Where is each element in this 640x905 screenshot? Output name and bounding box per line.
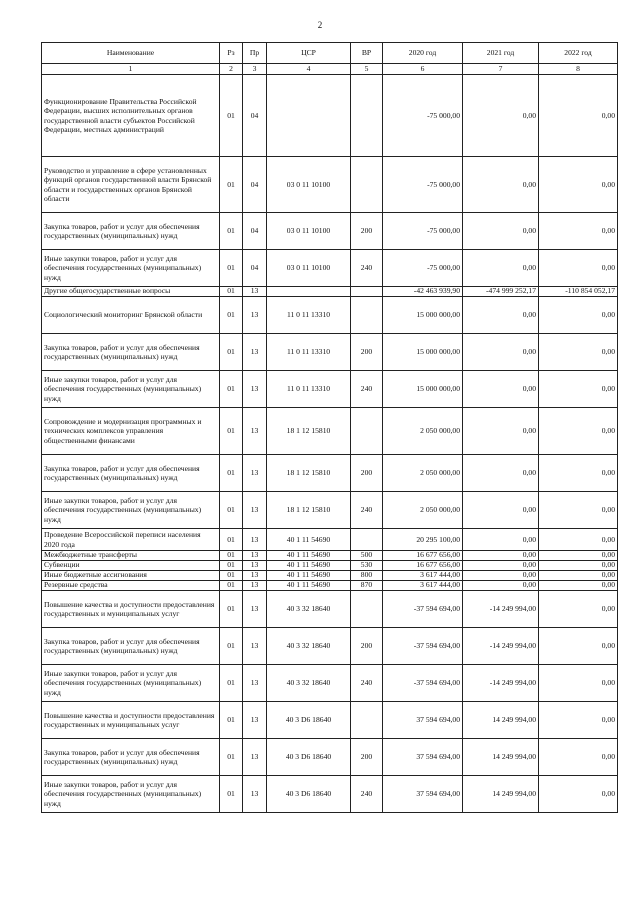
row-csr: 40 1 11 54690 bbox=[267, 551, 351, 561]
row-csr: 40 3 D6 18640 bbox=[267, 702, 351, 739]
row-vr bbox=[351, 287, 383, 297]
row-pr: 13 bbox=[243, 492, 267, 529]
row-2022: 0,00 bbox=[539, 334, 618, 371]
row-2021: 0,00 bbox=[463, 250, 539, 287]
row-rz: 01 bbox=[220, 157, 243, 213]
table-row bbox=[42, 492, 618, 529]
row-csr: 40 3 32 18640 bbox=[267, 665, 351, 702]
table-row bbox=[42, 157, 618, 213]
row-rz: 01 bbox=[220, 561, 243, 571]
row-2020: 37 594 694,00 bbox=[383, 702, 463, 739]
row-name: Иные закупки товаров, работ и услуг для обеспечения государственных (муниципальных) нужд bbox=[42, 371, 220, 408]
row-name: Руководство и управление в сфере установленных функций органов государственной власти Брянской области и государственных органов Брянской области bbox=[42, 157, 220, 213]
header-row bbox=[42, 43, 618, 64]
column-number: 1 bbox=[42, 64, 220, 75]
row-2020: -75 000,00 bbox=[383, 250, 463, 287]
table-row bbox=[42, 571, 618, 581]
row-2022: 0,00 bbox=[539, 371, 618, 408]
row-csr: 18 1 12 15810 bbox=[267, 408, 351, 455]
row-2021: 0,00 bbox=[463, 529, 539, 551]
row-2021: 0,00 bbox=[463, 371, 539, 408]
row-csr: 03 0 11 10100 bbox=[267, 157, 351, 213]
row-name: Повышение качества и доступности предоставления государственных и муниципальных услуг bbox=[42, 702, 220, 739]
row-name: Повышение качества и доступности предоставления государственных и муниципальных услуг bbox=[42, 591, 220, 628]
column-number-row bbox=[42, 64, 618, 75]
row-2022: 0,00 bbox=[539, 455, 618, 492]
row-name: Закупка товаров, работ и услуг для обеспечения государственных (муниципальных) нужд bbox=[42, 334, 220, 371]
row-name: Закупка товаров, работ и услуг для обеспечения государственных (муниципальных) нужд bbox=[42, 739, 220, 776]
row-rz: 01 bbox=[220, 591, 243, 628]
row-2020: -42 463 939,90 bbox=[383, 287, 463, 297]
row-name: Социологический мониторинг Брянской области bbox=[42, 297, 220, 334]
row-2021: 0,00 bbox=[463, 492, 539, 529]
row-2020: -37 594 694,00 bbox=[383, 628, 463, 665]
row-pr: 13 bbox=[243, 529, 267, 551]
row-name: Закупка товаров, работ и услуг для обеспечения государственных (муниципальных) нужд bbox=[42, 628, 220, 665]
row-name: Иные бюджетные ассигнования bbox=[42, 571, 220, 581]
row-vr bbox=[351, 591, 383, 628]
row-pr: 13 bbox=[243, 408, 267, 455]
row-2020: -75 000,00 bbox=[383, 75, 463, 157]
row-name: Другие общегосударственные вопросы bbox=[42, 287, 220, 297]
row-name: Резервные средства bbox=[42, 581, 220, 591]
row-pr: 04 bbox=[243, 213, 267, 250]
row-rz: 01 bbox=[220, 213, 243, 250]
header-rz: Рз bbox=[220, 43, 243, 64]
row-vr: 240 bbox=[351, 776, 383, 813]
header-2022: 2022 год bbox=[539, 43, 618, 64]
row-vr: 800 bbox=[351, 571, 383, 581]
table-row bbox=[42, 371, 618, 408]
table-row bbox=[42, 75, 618, 157]
page-number: 2 bbox=[317, 20, 323, 30]
table-row bbox=[42, 408, 618, 455]
row-2021: -14 249 994,00 bbox=[463, 628, 539, 665]
row-rz: 01 bbox=[220, 492, 243, 529]
row-rz: 01 bbox=[220, 571, 243, 581]
row-csr: 11 0 11 13310 bbox=[267, 371, 351, 408]
row-vr: 200 bbox=[351, 455, 383, 492]
row-pr: 13 bbox=[243, 628, 267, 665]
row-2021: 14 249 994,00 bbox=[463, 702, 539, 739]
row-pr: 13 bbox=[243, 739, 267, 776]
row-2021: 14 249 994,00 bbox=[463, 776, 539, 813]
row-2021: -14 249 994,00 bbox=[463, 591, 539, 628]
row-2022: 0,00 bbox=[539, 581, 618, 591]
row-2022: -110 854 052,17 bbox=[539, 287, 618, 297]
row-2021: 14 249 994,00 bbox=[463, 739, 539, 776]
row-rz: 01 bbox=[220, 551, 243, 561]
row-2020: -37 594 694,00 bbox=[383, 591, 463, 628]
row-vr: 240 bbox=[351, 250, 383, 287]
row-name: Иные закупки товаров, работ и услуг для обеспечения государственных (муниципальных) нужд bbox=[42, 492, 220, 529]
column-number: 8 bbox=[539, 64, 618, 75]
row-2021: 0,00 bbox=[463, 334, 539, 371]
row-rz: 01 bbox=[220, 665, 243, 702]
row-pr: 13 bbox=[243, 776, 267, 813]
row-rz: 01 bbox=[220, 287, 243, 297]
row-name: Иные закупки товаров, работ и услуг для обеспечения государственных (муниципальных) нужд bbox=[42, 665, 220, 702]
header-csr: ЦСР bbox=[267, 43, 351, 64]
row-pr: 13 bbox=[243, 665, 267, 702]
header-vr: ВР bbox=[351, 43, 383, 64]
row-2022: 0,00 bbox=[539, 529, 618, 551]
row-2020: 37 594 694,00 bbox=[383, 739, 463, 776]
row-pr: 13 bbox=[243, 702, 267, 739]
row-rz: 01 bbox=[220, 455, 243, 492]
row-pr: 13 bbox=[243, 455, 267, 492]
row-2021: -474 999 252,17 bbox=[463, 287, 539, 297]
row-csr: 40 1 11 54690 bbox=[267, 561, 351, 571]
row-csr: 18 1 12 15810 bbox=[267, 492, 351, 529]
row-2022: 0,00 bbox=[539, 297, 618, 334]
row-2020: 15 000 000,00 bbox=[383, 297, 463, 334]
table-row bbox=[42, 529, 618, 551]
column-number: 4 bbox=[267, 64, 351, 75]
row-pr: 04 bbox=[243, 75, 267, 157]
row-pr: 13 bbox=[243, 334, 267, 371]
table-row bbox=[42, 665, 618, 702]
row-name: Иные закупки товаров, работ и услуг для обеспечения государственных (муниципальных) нужд bbox=[42, 250, 220, 287]
table-row bbox=[42, 776, 618, 813]
row-vr: 530 bbox=[351, 561, 383, 571]
row-name: Межбюджетные трансферты bbox=[42, 551, 220, 561]
row-csr: 40 1 11 54690 bbox=[267, 581, 351, 591]
row-csr: 40 3 32 18640 bbox=[267, 628, 351, 665]
row-csr: 11 0 11 13310 bbox=[267, 297, 351, 334]
row-2021: 0,00 bbox=[463, 297, 539, 334]
row-vr: 240 bbox=[351, 371, 383, 408]
table-row bbox=[42, 739, 618, 776]
row-vr: 200 bbox=[351, 213, 383, 250]
table-row bbox=[42, 591, 618, 628]
table-row bbox=[42, 628, 618, 665]
row-2020: -37 594 694,00 bbox=[383, 665, 463, 702]
row-csr: 18 1 12 15810 bbox=[267, 455, 351, 492]
row-2022: 0,00 bbox=[539, 739, 618, 776]
row-2021: 0,00 bbox=[463, 75, 539, 157]
row-2022: 0,00 bbox=[539, 250, 618, 287]
table-row bbox=[42, 297, 618, 334]
row-name: Проведение Всероссийской переписи населения 2020 года bbox=[42, 529, 220, 551]
row-2021: 0,00 bbox=[463, 408, 539, 455]
row-2020: -75 000,00 bbox=[383, 213, 463, 250]
table-row bbox=[42, 702, 618, 739]
row-2022: 0,00 bbox=[539, 75, 618, 157]
row-csr: 40 1 11 54690 bbox=[267, 529, 351, 551]
header-2020: 2020 год bbox=[383, 43, 463, 64]
row-vr: 240 bbox=[351, 665, 383, 702]
row-vr: 500 bbox=[351, 551, 383, 561]
row-vr: 870 bbox=[351, 581, 383, 591]
table-row bbox=[42, 551, 618, 561]
column-number: 6 bbox=[383, 64, 463, 75]
row-2022: 0,00 bbox=[539, 561, 618, 571]
header-name: Наименование bbox=[42, 43, 220, 64]
row-rz: 01 bbox=[220, 776, 243, 813]
row-pr: 13 bbox=[243, 551, 267, 561]
row-2020: 3 617 444,00 bbox=[383, 581, 463, 591]
header-pr: Пр bbox=[243, 43, 267, 64]
row-csr: 40 3 D6 18640 bbox=[267, 739, 351, 776]
row-name: Закупка товаров, работ и услуг для обеспечения государственных (муниципальных) нужд bbox=[42, 213, 220, 250]
table-row bbox=[42, 581, 618, 591]
row-2020: 3 617 444,00 bbox=[383, 571, 463, 581]
row-pr: 04 bbox=[243, 250, 267, 287]
row-name: Закупка товаров, работ и услуг для обеспечения государственных (муниципальных) нужд bbox=[42, 455, 220, 492]
row-pr: 04 bbox=[243, 157, 267, 213]
row-2022: 0,00 bbox=[539, 665, 618, 702]
row-2022: 0,00 bbox=[539, 157, 618, 213]
row-pr: 13 bbox=[243, 561, 267, 571]
row-vr bbox=[351, 75, 383, 157]
row-vr bbox=[351, 297, 383, 334]
row-pr: 13 bbox=[243, 571, 267, 581]
row-csr: 40 1 11 54690 bbox=[267, 571, 351, 581]
row-2021: -14 249 994,00 bbox=[463, 665, 539, 702]
table-row bbox=[42, 250, 618, 287]
row-2022: 0,00 bbox=[539, 492, 618, 529]
row-2020: 20 295 100,00 bbox=[383, 529, 463, 551]
row-csr: 03 0 11 10100 bbox=[267, 213, 351, 250]
row-2021: 0,00 bbox=[463, 157, 539, 213]
row-pr: 13 bbox=[243, 287, 267, 297]
row-rz: 01 bbox=[220, 529, 243, 551]
row-vr bbox=[351, 529, 383, 551]
row-vr: 200 bbox=[351, 739, 383, 776]
row-csr: 40 3 32 18640 bbox=[267, 591, 351, 628]
row-csr: 11 0 11 13310 bbox=[267, 334, 351, 371]
row-2021: 0,00 bbox=[463, 551, 539, 561]
row-2020: -75 000,00 bbox=[383, 157, 463, 213]
row-2020: 2 050 000,00 bbox=[383, 492, 463, 529]
row-2022: 0,00 bbox=[539, 551, 618, 561]
row-rz: 01 bbox=[220, 581, 243, 591]
table-row bbox=[42, 287, 618, 297]
row-2020: 37 594 694,00 bbox=[383, 776, 463, 813]
table-row bbox=[42, 455, 618, 492]
row-vr bbox=[351, 702, 383, 739]
row-vr: 200 bbox=[351, 628, 383, 665]
budget-table bbox=[41, 42, 618, 813]
row-2020: 16 677 656,00 bbox=[383, 551, 463, 561]
row-2020: 16 677 656,00 bbox=[383, 561, 463, 571]
table-row bbox=[42, 334, 618, 371]
row-vr bbox=[351, 408, 383, 455]
row-2020: 2 050 000,00 bbox=[383, 408, 463, 455]
row-pr: 13 bbox=[243, 581, 267, 591]
row-2022: 0,00 bbox=[539, 408, 618, 455]
table-body bbox=[42, 75, 618, 813]
row-name: Сопровождение и модернизация программных и технических комплексов управления общественными финансами bbox=[42, 408, 220, 455]
table-row bbox=[42, 213, 618, 250]
row-pr: 13 bbox=[243, 591, 267, 628]
row-csr: 40 3 D6 18640 bbox=[267, 776, 351, 813]
column-number: 2 bbox=[220, 64, 243, 75]
row-rz: 01 bbox=[220, 702, 243, 739]
row-csr: 03 0 11 10100 bbox=[267, 250, 351, 287]
row-2022: 0,00 bbox=[539, 213, 618, 250]
row-2020: 15 000 000,00 bbox=[383, 371, 463, 408]
row-2022: 0,00 bbox=[539, 571, 618, 581]
row-2022: 0,00 bbox=[539, 702, 618, 739]
row-rz: 01 bbox=[220, 250, 243, 287]
column-number: 5 bbox=[351, 64, 383, 75]
row-2022: 0,00 bbox=[539, 776, 618, 813]
row-name: Иные закупки товаров, работ и услуг для обеспечения государственных (муниципальных) нужд bbox=[42, 776, 220, 813]
row-2020: 15 000 000,00 bbox=[383, 334, 463, 371]
row-pr: 13 bbox=[243, 371, 267, 408]
row-2021: 0,00 bbox=[463, 581, 539, 591]
row-2020: 2 050 000,00 bbox=[383, 455, 463, 492]
column-number: 7 bbox=[463, 64, 539, 75]
row-rz: 01 bbox=[220, 334, 243, 371]
row-rz: 01 bbox=[220, 297, 243, 334]
row-csr bbox=[267, 287, 351, 297]
row-2022: 0,00 bbox=[539, 628, 618, 665]
row-2021: 0,00 bbox=[463, 213, 539, 250]
row-rz: 01 bbox=[220, 408, 243, 455]
row-2022: 0,00 bbox=[539, 591, 618, 628]
header-2021: 2021 год bbox=[463, 43, 539, 64]
row-vr: 240 bbox=[351, 492, 383, 529]
row-rz: 01 bbox=[220, 628, 243, 665]
row-vr: 200 bbox=[351, 334, 383, 371]
table-row bbox=[42, 561, 618, 571]
row-rz: 01 bbox=[220, 739, 243, 776]
column-number: 3 bbox=[243, 64, 267, 75]
row-rz: 01 bbox=[220, 75, 243, 157]
row-rz: 01 bbox=[220, 371, 243, 408]
row-vr bbox=[351, 157, 383, 213]
row-name: Функционирование Правительства Российской Федерации, высших исполнительных органов государственной власти субъектов Российской Федерации, местных администраций bbox=[42, 75, 220, 157]
row-2021: 0,00 bbox=[463, 455, 539, 492]
row-2021: 0,00 bbox=[463, 561, 539, 571]
row-name: Субвенции bbox=[42, 561, 220, 571]
row-2021: 0,00 bbox=[463, 571, 539, 581]
row-pr: 13 bbox=[243, 297, 267, 334]
row-csr bbox=[267, 75, 351, 157]
